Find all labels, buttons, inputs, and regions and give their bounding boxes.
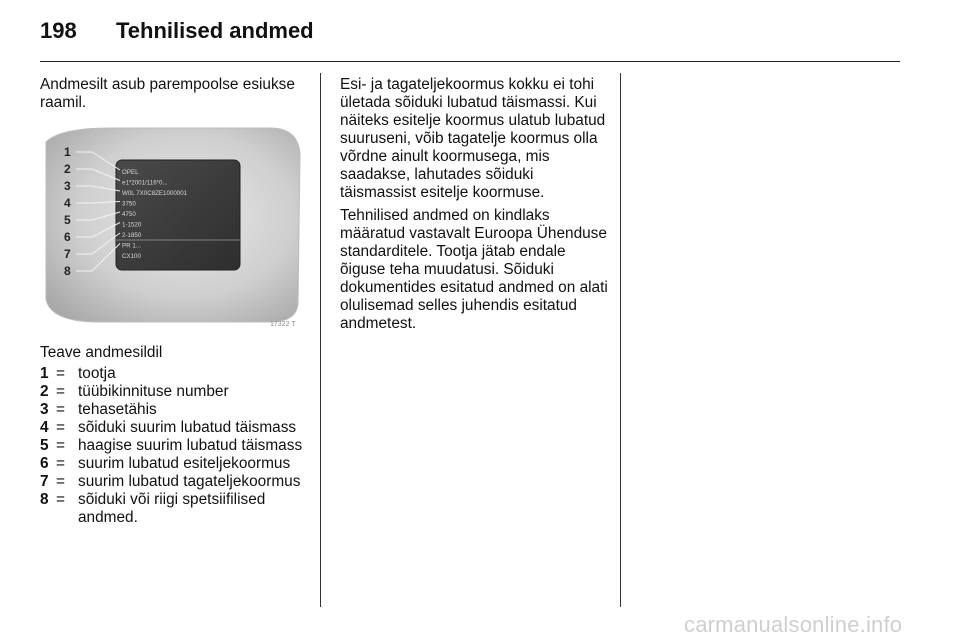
callout-number: 4 — [64, 196, 71, 210]
plate-line: 3750 — [122, 200, 136, 208]
legend-text: tüübikinnituse number — [78, 383, 229, 400]
legend-equals: = — [56, 473, 65, 490]
legend-item — [40, 473, 312, 491]
callout-number: 1 — [64, 145, 71, 159]
legend-item — [40, 455, 312, 473]
callout-number: 7 — [64, 247, 71, 261]
data-plate-figure — [40, 124, 304, 330]
plate-line: 4750 — [122, 211, 136, 218]
legend-text: haagise suurim lubatud täismass — [78, 437, 303, 454]
legend-equals: = — [56, 437, 65, 454]
callout-number: 8 — [64, 264, 71, 278]
legend-text: tehasetähis — [78, 401, 157, 418]
legend-equals: = — [56, 419, 65, 436]
intro-text: Andmesilt asub parempoolse esiukse raamil. — [40, 76, 295, 111]
plate-line: OPEL — [122, 169, 139, 176]
callout-number: 5 — [64, 213, 71, 227]
legend-item — [40, 437, 312, 455]
plate-line: 2-1850 — [122, 232, 142, 239]
plate-line: 1-1520 — [122, 221, 142, 229]
plate-line: CX100 — [122, 253, 141, 260]
legend-equals: = — [56, 401, 65, 418]
legend-number: 3 — [40, 401, 49, 418]
callout-number: 3 — [64, 179, 71, 193]
page-header — [40, 18, 314, 44]
page-title: Tehnilised andmed — [116, 18, 314, 43]
column-divider-1 — [320, 73, 321, 607]
column-divider-2 — [620, 73, 621, 607]
header-rule — [40, 61, 900, 62]
plate-line: W0L 7X0C8ZE1000001 — [122, 190, 188, 197]
legend-equals: = — [56, 383, 65, 400]
callout-number: 2 — [64, 162, 71, 176]
plate-line: PR 1... — [122, 242, 141, 250]
paragraph-axle-load: Esi- ja tagateljekoormus kokku ei tohi ületada sõiduki lubatud täismassi. Kui näiteks esitelje koormus ulatub lubatud suuruseni, võib tagatelje koormus olla võrdne ainult koormusega, mis saadakse, lahutades sõiduki täismassist esitelje koormuse. — [340, 76, 606, 201]
data-plate-illustration — [40, 124, 304, 330]
legend-number: 8 — [40, 491, 49, 508]
legend-item — [40, 401, 312, 419]
legend-text: sõiduki suurim lubatud täismass — [78, 419, 297, 436]
legend-text: suurim lubatud tagateljekoormus — [78, 473, 301, 490]
figure-code: 17322 T — [270, 321, 296, 328]
legend-text: suurim lubatud esiteljekoormus — [78, 455, 291, 472]
legend-equals: = — [56, 365, 65, 382]
legend-equals: = — [56, 491, 65, 508]
legend-number: 1 — [40, 365, 49, 382]
watermark: carmanualsonline.info — [684, 612, 903, 637]
legend-item — [40, 383, 312, 401]
legend-equals: = — [56, 455, 65, 472]
legend-item — [40, 365, 312, 383]
paragraph-standards: Tehnilised andmed on kindlaks määratud vastavalt Euroopa Ühenduse standarditele. Tootja jätab endale õiguse teha muudatusi. Sõiduki dokumentides esitatud andmed on alati olulisemad selles juhendis esitatud andmetest. — [340, 207, 608, 332]
middle-column — [340, 76, 610, 333]
legend-number: 5 — [40, 437, 49, 454]
legend-number: 2 — [40, 383, 49, 400]
legend-text: tootja — [78, 365, 116, 382]
legend-list — [40, 365, 312, 527]
legend-item — [40, 419, 312, 437]
legend-text: sõiduki või riigi spetsiifilised andmed. — [78, 491, 266, 526]
callout-number: 6 — [64, 230, 71, 244]
legend-item — [40, 491, 312, 527]
plate-line: e1*2001/116*0... — [122, 179, 168, 187]
page-number: 198 — [40, 18, 77, 43]
legend-number: 7 — [40, 473, 49, 490]
legend-number: 4 — [40, 419, 49, 436]
figure-caption: Teave andmesildil — [40, 344, 163, 361]
legend-number: 6 — [40, 455, 49, 472]
